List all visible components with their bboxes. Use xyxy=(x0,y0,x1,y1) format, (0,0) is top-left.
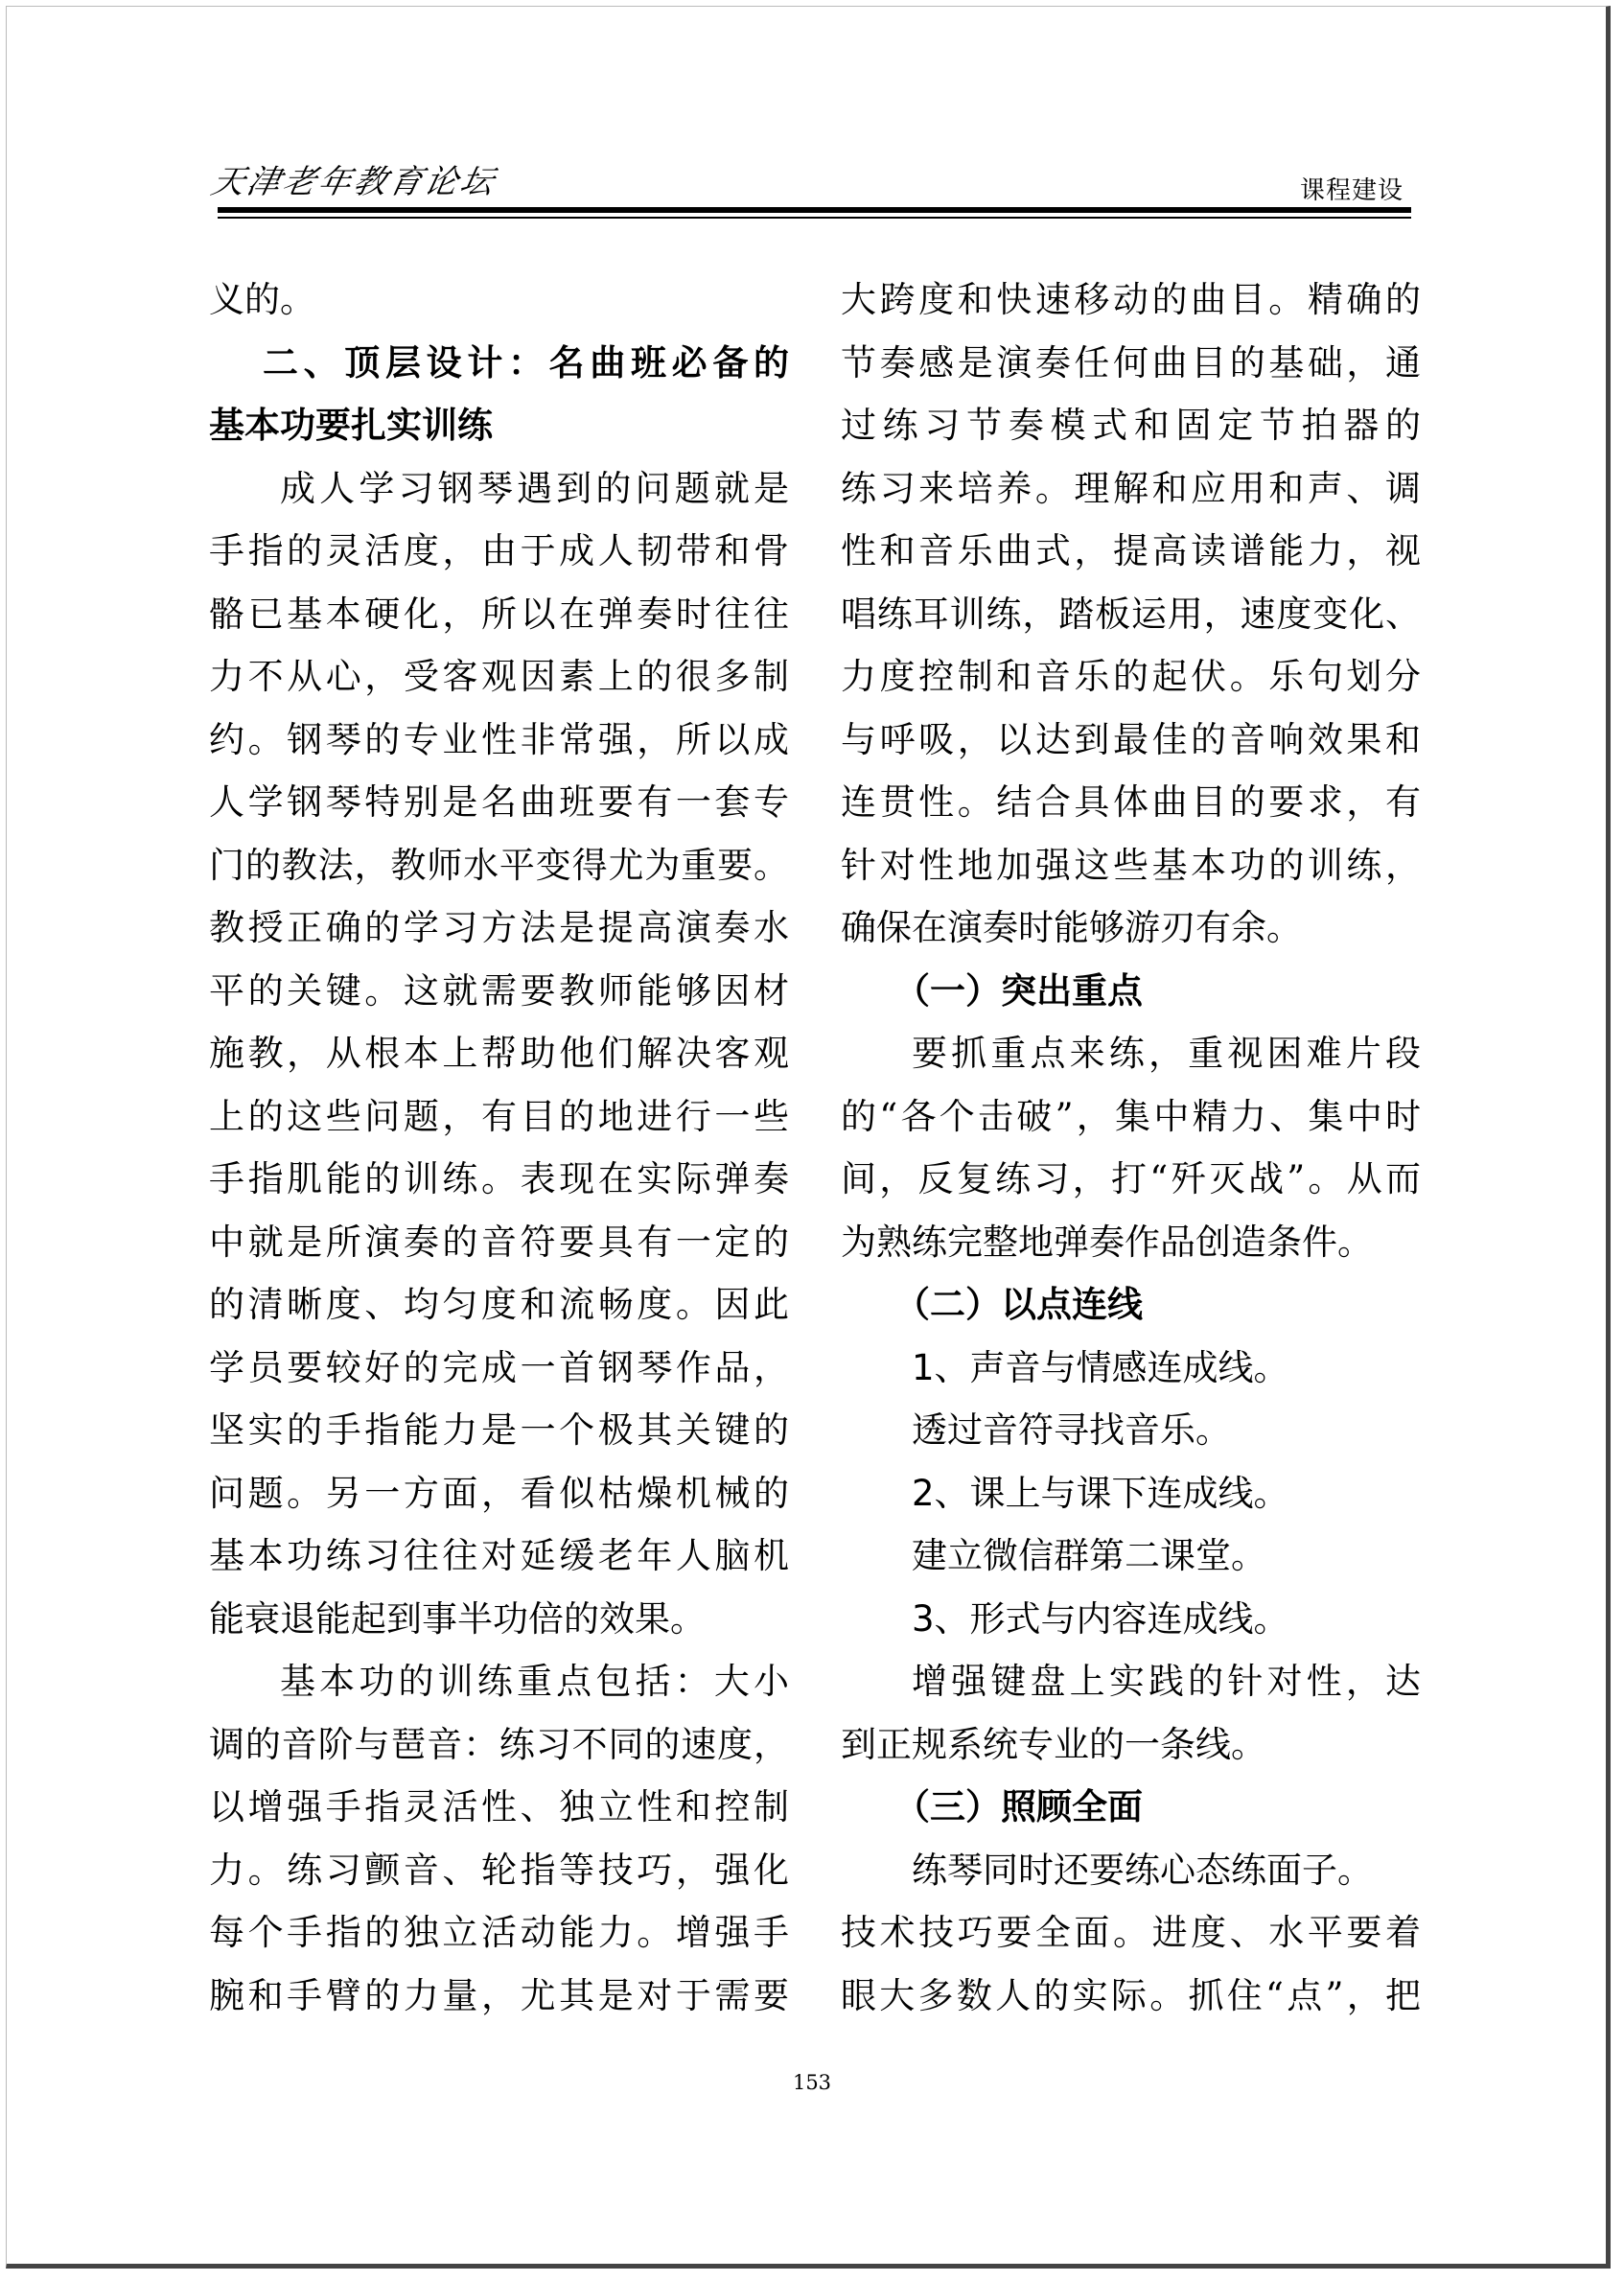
text-line: 的清晰度、均匀度和流畅度。因此 xyxy=(209,1284,789,1325)
text-line: 每个手指的独立活动能力。增强手 xyxy=(209,1912,789,1953)
page-number: 153 xyxy=(792,2071,832,2094)
text-line: 间，反复练习，打“歼灭战”。从而 xyxy=(841,1158,1421,1199)
list-item: 1、声音与情感连成线。 xyxy=(912,1346,1289,1388)
text-line: 约。钢琴的专业性非常强，所以成 xyxy=(209,718,789,760)
text-line: 基本功的训练重点包括：大小 xyxy=(280,1661,789,1702)
text-line: 唱练耳训练，踏板运用，速度变化、 xyxy=(841,593,1421,635)
text-line: 手指肌能的训练。表现在实际弹奏 xyxy=(209,1158,789,1199)
text-line: 连贯性。结合具体曲目的要求，有 xyxy=(841,781,1421,823)
text-line: 确保在演奏时能够游刃有余。 xyxy=(841,907,1302,948)
text-line: 调的音阶与琶音：练习不同的速度， xyxy=(209,1723,789,1765)
text-line: 教授正确的学习方法是提高演奏水 xyxy=(209,907,789,948)
text-line: 为熟练完整地弹奏作品创造条件。 xyxy=(841,1221,1373,1263)
text-line: 上的这些问题，有目的地进行一些 xyxy=(209,1095,789,1137)
text-line: 施教，从根本上帮助他们解决客观 xyxy=(209,1033,789,1074)
text-line: 练琴同时还要练心态练面子。 xyxy=(912,1849,1373,1891)
text-line: 建立微信群第二课堂。 xyxy=(912,1535,1266,1576)
text-line: 大跨度和快速移动的曲目。精确的 xyxy=(841,279,1421,320)
header-rule-thick xyxy=(218,207,1411,213)
section-heading: 二、顶层设计：名曲班必备的 xyxy=(263,341,789,384)
subsection-heading: （一）突出重点 xyxy=(894,969,1143,1012)
text-line: 透过音符寻找音乐。 xyxy=(912,1409,1231,1451)
page-header xyxy=(208,153,1411,225)
text-line: 力度控制和音乐的起伏。乐句划分 xyxy=(841,656,1421,697)
text-line: 平的关键。这就需要教师能够因材 xyxy=(209,969,789,1012)
text-line: 增强键盘上实践的针对性，达 xyxy=(912,1661,1421,1702)
text-line: 技术技巧要全面。进度、水平要着 xyxy=(841,1912,1421,1953)
text-line: 腕和手臂的力量，尤其是对于需要 xyxy=(209,1974,789,2016)
text-line: 骼已基本硬化，所以在弹奏时往往 xyxy=(209,593,789,635)
text-line: 门的教法，教师水平变得尤为重要。 xyxy=(209,844,789,886)
section-name: 课程建设 xyxy=(1299,176,1404,205)
text-line: 与呼吸，以达到最佳的音响效果和 xyxy=(841,718,1421,760)
journal-logo: 天津老年教育论坛 xyxy=(208,163,500,201)
text-line: 要抓重点来练，重视困难片段 xyxy=(912,1033,1421,1074)
text-line: 手指的灵活度，由于成人韧带和骨 xyxy=(209,530,789,571)
text-line: 以增强手指灵活性、独立性和控制 xyxy=(209,1786,789,1827)
text-line: 针对性地加强这些基本功的训练， xyxy=(841,844,1421,886)
text-line: 问题。另一方面，看似枯燥机械的 xyxy=(209,1472,789,1514)
text-line: 力。练习颤音、轮指等技巧，强化 xyxy=(209,1849,789,1891)
subsection-heading: （三）照顾全面 xyxy=(894,1786,1143,1827)
list-item: 2、课上与课下连成线。 xyxy=(912,1472,1289,1514)
text-line: 性和音乐曲式，提高读谱能力，视 xyxy=(841,530,1421,571)
header-rule-thin xyxy=(218,217,1411,219)
text-line: 中就是所演奏的音符要具有一定的 xyxy=(209,1221,789,1263)
text-line: 义的。 xyxy=(209,279,315,320)
list-item: 3、形式与内容连成线。 xyxy=(912,1597,1289,1640)
text-line: 练习来培养。理解和应用和声、调 xyxy=(841,467,1421,509)
text-line: 过练习节奏模式和固定节拍器的 xyxy=(841,405,1421,446)
text-line: 成人学习钢琴遇到的问题就是 xyxy=(280,467,789,509)
left-column xyxy=(209,268,789,2027)
text-line: 的“各个击破”，集中精力、集中时 xyxy=(841,1095,1421,1137)
subsection-heading: （二）以点连线 xyxy=(894,1284,1143,1325)
text-line: 力不从心，受客观因素上的很多制 xyxy=(209,656,789,697)
text-line: 能衰退能起到事半功倍的效果。 xyxy=(209,1597,706,1640)
text-line: 到正规系统专业的一条线。 xyxy=(841,1723,1266,1765)
text-line: 眼大多数人的实际。抓住“点”，把 xyxy=(841,1974,1421,2016)
text-line: 节奏感是演奏任何曲目的基础，通 xyxy=(841,341,1421,384)
section-heading: 基本功要扎实训练 xyxy=(209,405,493,446)
text-line: 学员要较好的完成一首钢琴作品， xyxy=(209,1346,789,1388)
text-line: 基本功练习往往对延缓老年人脑机 xyxy=(209,1535,789,1576)
right-column xyxy=(841,268,1421,2027)
text-line: 人学钢琴特别是名曲班要有一套专 xyxy=(209,781,789,823)
text-line: 坚实的手指能力是一个极其关键的 xyxy=(209,1409,789,1451)
